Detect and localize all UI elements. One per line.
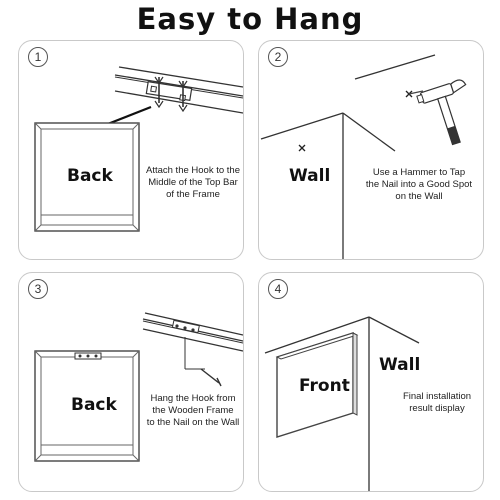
caption-line: the Nail into a Good Spot — [365, 179, 473, 190]
step-number: 3 — [28, 279, 48, 299]
step-1-illustration — [19, 41, 243, 259]
caption-line: the Wooden Frame — [152, 405, 234, 416]
step-caption — [143, 165, 243, 201]
caption-line: Hang the Hook from — [150, 393, 236, 404]
frame-label: Back — [71, 395, 117, 415]
cross-mark-icon — [299, 145, 305, 151]
caption-line: Final installation — [402, 391, 472, 402]
step-3-illustration — [19, 273, 243, 491]
hook-icon — [146, 77, 191, 111]
caption-line: to the Nail on the Wall — [146, 417, 240, 428]
step-caption — [391, 391, 483, 415]
caption-line: on the Wall — [395, 191, 443, 202]
frame-label: Front — [299, 376, 350, 396]
step-caption — [355, 167, 483, 203]
page-title: Easy to Hang — [136, 2, 364, 36]
step-2-panel — [258, 40, 484, 260]
step-number: 1 — [28, 47, 48, 67]
step-3-panel — [18, 272, 244, 492]
frame-label: Back — [67, 166, 113, 186]
step-1-panel — [18, 40, 244, 260]
caption-line: Middle of the Top Bar — [148, 177, 238, 188]
step-caption — [143, 393, 243, 429]
caption-line: Use a Hammer to Tap — [372, 167, 466, 178]
hammer-icon — [416, 78, 482, 150]
step-4-illustration — [259, 273, 483, 491]
step-number: 2 — [268, 47, 288, 67]
step-2-illustration — [259, 41, 483, 259]
nail-icon — [201, 369, 221, 386]
caption-line: of the Frame — [166, 189, 220, 200]
step-number: 4 — [268, 279, 288, 299]
wall-label: Wall — [289, 166, 331, 186]
step-4-panel — [258, 272, 484, 492]
caption-line: Attach the Hook to the — [145, 165, 240, 176]
caption-line: result display — [409, 403, 465, 414]
wall-label: Wall — [379, 355, 421, 375]
